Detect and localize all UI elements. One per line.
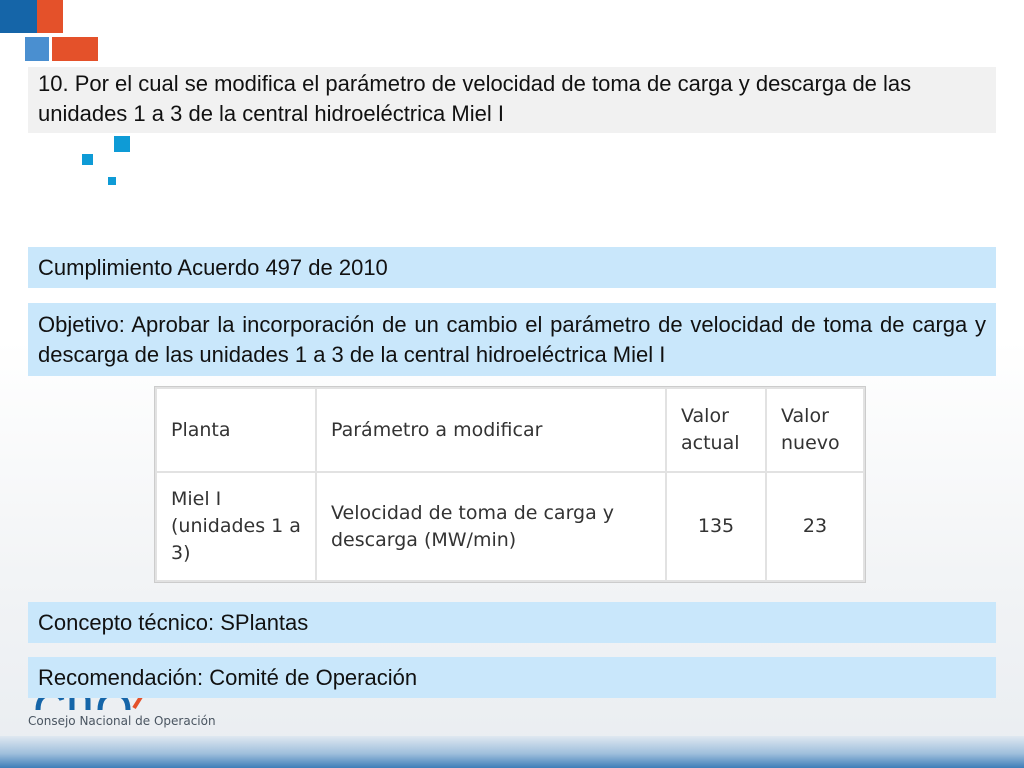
header-valor-actual: Valor actual: [666, 388, 766, 472]
parameter-table: [154, 386, 866, 583]
cell-planta: Miel I (unidades 1 a 3): [156, 472, 316, 581]
technical-concept-box: Concepto técnico: SPlantas: [28, 602, 996, 643]
decor-square-cyan-small: [82, 154, 93, 165]
cell-parametro: Velocidad de toma de carga y descarga (MW/min): [316, 472, 666, 581]
recommendation-box: Recomendación: Comité de Operación: [28, 657, 996, 698]
header-planta: Planta: [156, 388, 316, 472]
compliance-box: Cumplimiento Acuerdo 497 de 2010: [28, 247, 996, 288]
cell-valor-nuevo: 23: [766, 472, 864, 581]
footer-gradient-bar: [0, 736, 1024, 768]
table-row: [156, 472, 864, 581]
objective-box: Objetivo: Aprobar la incorporación de un cambio el parámetro de velocidad de toma de carga y descarga de las unidades 1 a 3 de la central hidroeléctrica Miel I: [28, 303, 996, 376]
logo-square-orange: [37, 0, 63, 33]
logo-square-lightblue: [25, 37, 49, 61]
table-header-row: [156, 388, 864, 472]
decor-square-cyan: [114, 136, 130, 152]
logo-square-blue: [0, 0, 37, 33]
logo-caption: Consejo Nacional de Operación: [28, 714, 216, 728]
slide-title: 10. Por el cual se modifica el parámetro de velocidad de toma de carga y descarga de las unidades 1 a 3 de la central hidroeléctrica Miel I: [28, 67, 996, 133]
header-parametro: Parámetro a modificar: [316, 388, 666, 472]
cell-valor-actual: 135: [666, 472, 766, 581]
decor-square-cyan-tiny: [108, 177, 116, 185]
logo-square-orange-2: [52, 37, 98, 61]
header-valor-nuevo: Valor nuevo: [766, 388, 864, 472]
